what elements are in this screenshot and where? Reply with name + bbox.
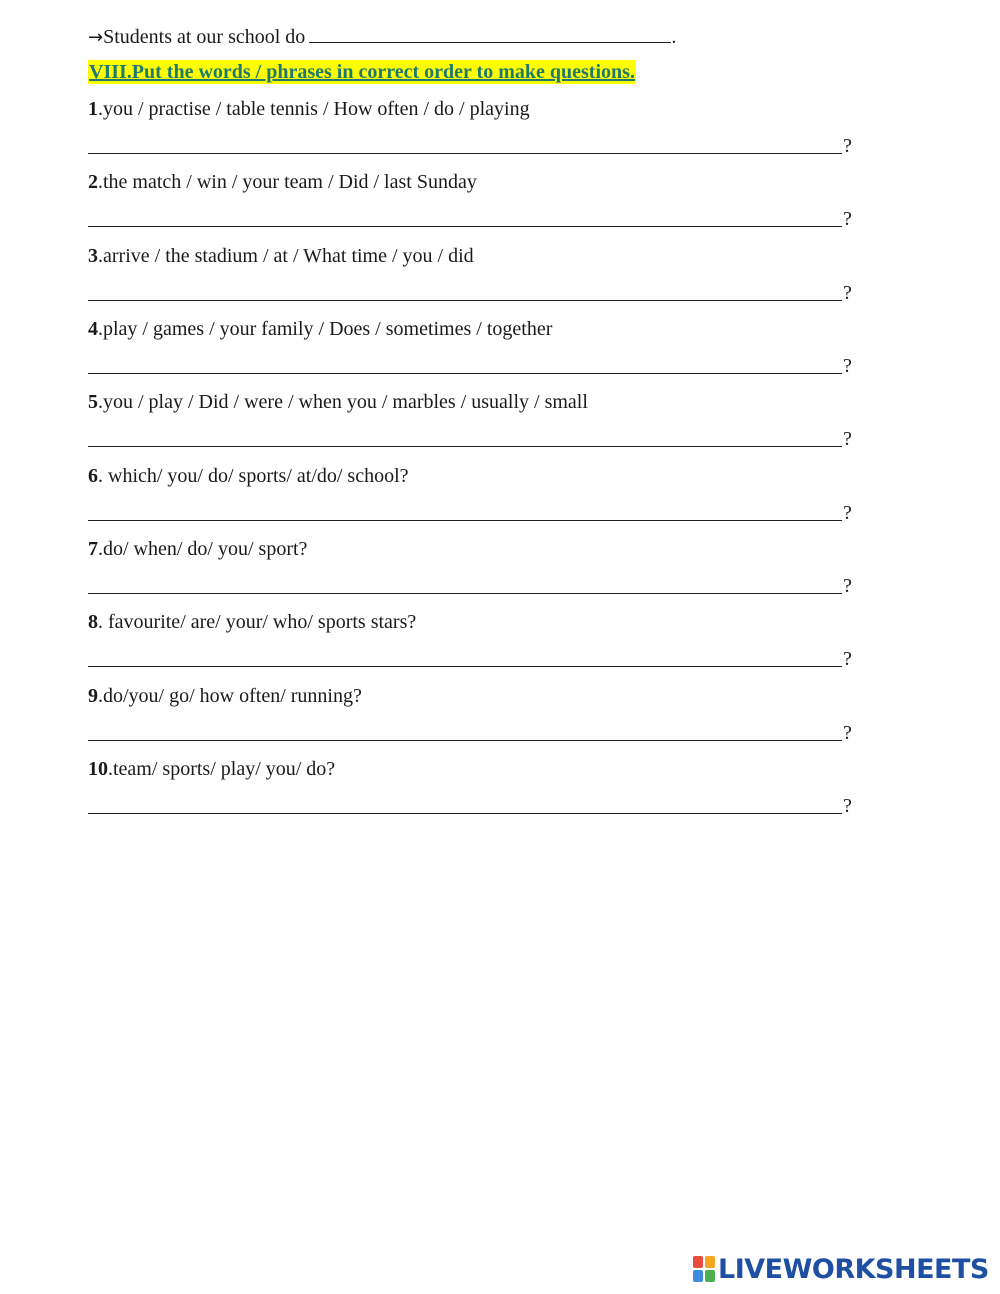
liveworksheets-logo[interactable] — [693, 1254, 989, 1284]
question-prompt — [88, 317, 552, 341]
answer-blank[interactable] — [88, 226, 842, 227]
liveworksheets-logo-icon — [693, 1256, 715, 1282]
question-number: 4 — [88, 318, 98, 340]
answer-blank[interactable] — [88, 740, 842, 741]
question-mark: ? — [843, 502, 852, 524]
intro-answer-blank[interactable] — [309, 24, 671, 43]
question-prompt — [88, 390, 588, 414]
answer-blank[interactable] — [88, 373, 842, 374]
question-mark: ? — [843, 282, 852, 304]
question-words: .do/you/ go/ how often/ running? — [98, 685, 362, 707]
question-mark: ? — [843, 722, 852, 744]
answer-blank[interactable] — [88, 300, 842, 301]
answer-blank[interactable] — [88, 666, 842, 667]
logo-square — [693, 1256, 703, 1268]
question-mark: ? — [843, 208, 852, 230]
question-number: 2 — [88, 171, 98, 193]
question-prompt — [88, 537, 307, 561]
question-words: .do/ when/ do/ you/ sport? — [98, 538, 308, 560]
question-prompt — [88, 464, 409, 488]
question-words: .team/ sports/ play/ you/ do? — [108, 758, 336, 780]
question-number: 10 — [88, 758, 108, 780]
intro-period: . — [671, 26, 677, 48]
answer-row — [88, 721, 854, 745]
answer-row — [88, 574, 854, 598]
logo-text: LIVEWORKSHEETS — [718, 1253, 989, 1285]
logo-square — [705, 1256, 715, 1268]
question-number: 8 — [88, 611, 98, 633]
question-number: 3 — [88, 245, 98, 267]
answer-blank[interactable] — [88, 153, 842, 154]
answer-blank[interactable] — [88, 813, 842, 814]
answer-row — [88, 794, 854, 818]
question-prompt — [88, 97, 530, 121]
answer-row — [88, 134, 854, 158]
question-prompt — [88, 244, 474, 268]
question-mark: ? — [843, 575, 852, 597]
question-words: .play / games / your family / Does / sometimes / together — [98, 318, 553, 340]
question-words: . which/ you/ do/ sports/ at/do/ school? — [98, 465, 409, 487]
question-words: .you / play / Did / were / when you / marbles / usually / small — [98, 391, 588, 413]
question-prompt — [88, 170, 477, 194]
intro-text: Students at our school do — [103, 26, 306, 48]
answer-row — [88, 427, 854, 451]
answer-row — [88, 207, 854, 231]
arrow-icon: → — [88, 27, 104, 48]
question-number: 6 — [88, 465, 98, 487]
logo-square — [705, 1270, 715, 1282]
answer-blank[interactable] — [88, 593, 842, 594]
answer-blank[interactable] — [88, 446, 842, 447]
question-number: 5 — [88, 391, 98, 413]
question-words: .the match / win / your team / Did / last Sunday — [98, 171, 477, 193]
question-words: .arrive / the stadium / at / What time / you / did — [98, 245, 474, 267]
answer-row — [88, 501, 854, 525]
question-prompt — [88, 757, 335, 781]
answer-blank[interactable] — [88, 520, 842, 521]
intro-answer-line — [88, 24, 676, 50]
question-number: 7 — [88, 538, 98, 560]
question-mark: ? — [843, 355, 852, 377]
question-words: . favourite/ are/ your/ who/ sports stars? — [98, 611, 417, 633]
question-mark: ? — [843, 648, 852, 670]
answer-row — [88, 647, 854, 671]
answer-row — [88, 281, 854, 305]
question-prompt — [88, 610, 416, 634]
question-mark: ? — [843, 428, 852, 450]
question-mark: ? — [843, 135, 852, 157]
question-number: 1 — [88, 98, 98, 120]
question-prompt — [88, 684, 362, 708]
question-number: 9 — [88, 685, 98, 707]
logo-square — [693, 1270, 703, 1282]
question-words: .you / practise / table tennis / How often / do / playing — [98, 98, 530, 120]
answer-row — [88, 354, 854, 378]
question-mark: ? — [843, 795, 852, 817]
section-heading: VIII.Put the words / phrases in correct order to make questions. — [89, 61, 635, 83]
